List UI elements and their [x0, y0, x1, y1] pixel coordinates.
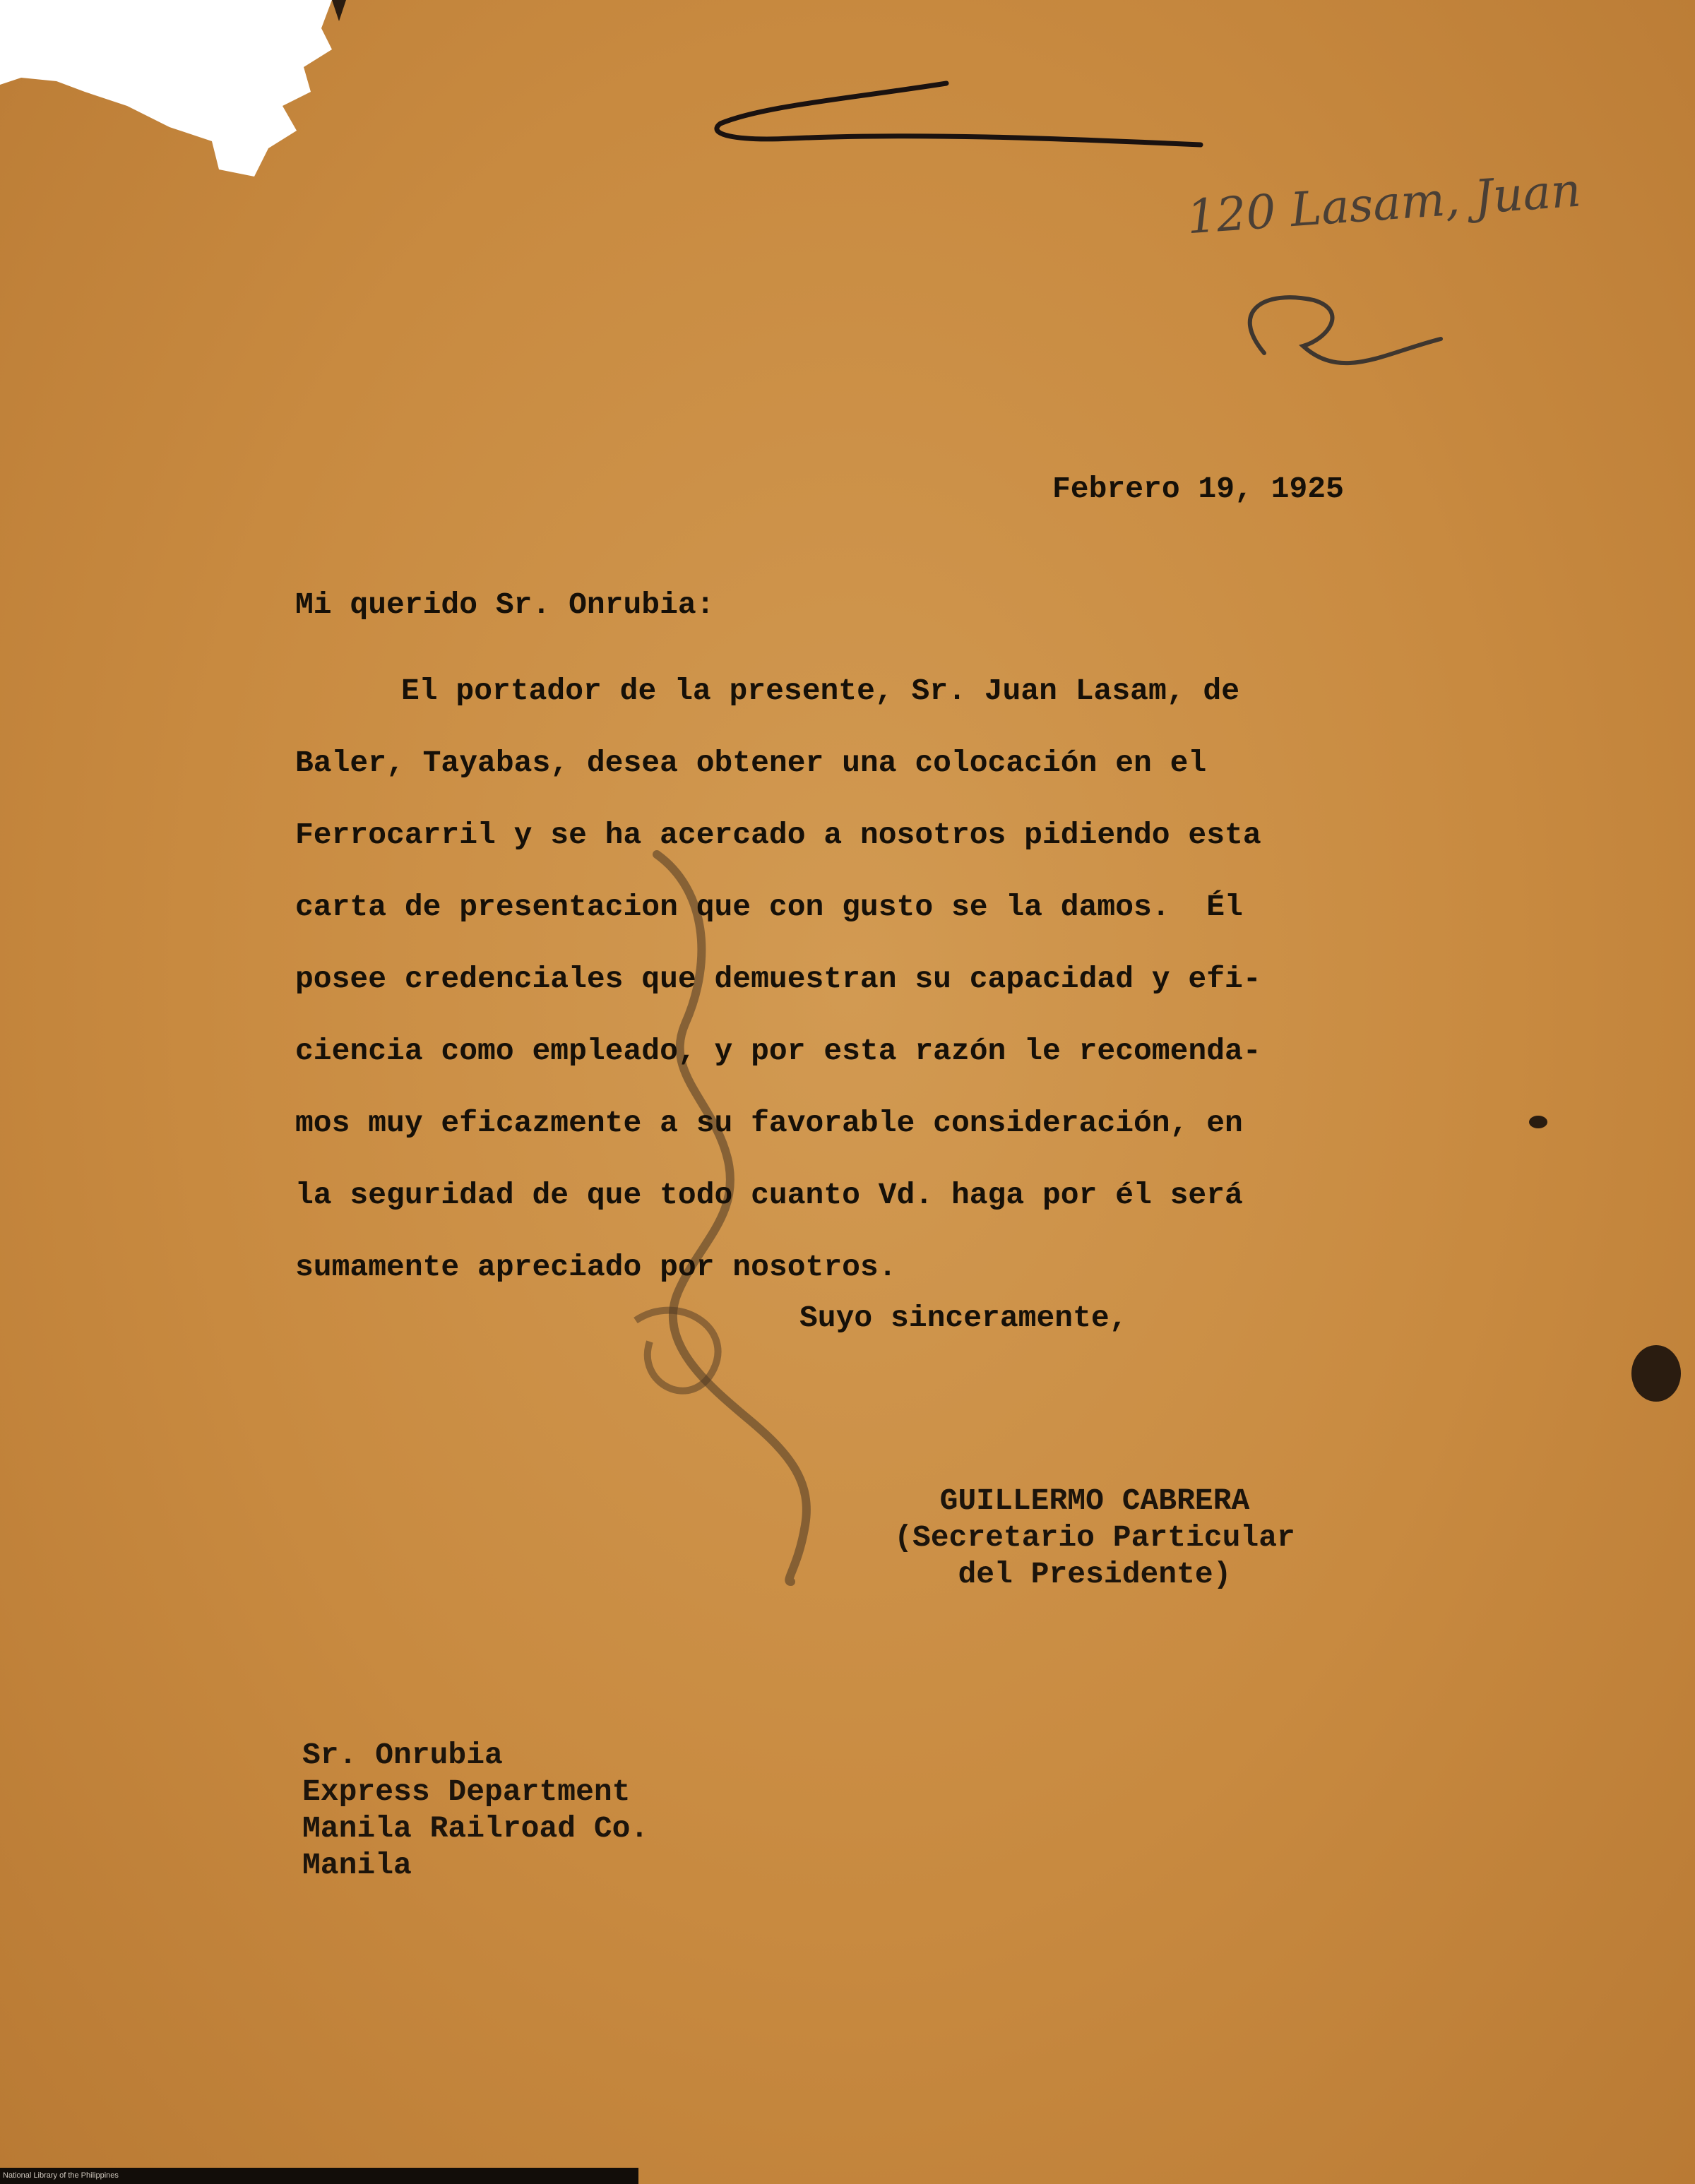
body-line: El portador de la presente, Sr. Juan Lasam, de — [401, 674, 1239, 708]
archive-footer: National Library of the Philippines — [0, 2168, 638, 2184]
body-line: posee credenciales que demuestran su capacidad y efi- — [295, 962, 1261, 996]
address-line: Manila Railroad Co. — [302, 1811, 649, 1846]
address-line: Sr. Onrubia — [302, 1738, 503, 1772]
body-line: mos muy eficazmente a su favorable consideración, en — [295, 1106, 1243, 1140]
body-line: Baler, Tayabas, desea obtener una colocación en el — [295, 746, 1207, 780]
ink-stain — [1529, 1116, 1547, 1128]
address-line: Express Department — [302, 1774, 631, 1809]
closing: Suyo sinceramente, — [799, 1301, 1128, 1335]
salutation: Mi querido Sr. Onrubia: — [295, 587, 715, 622]
body-line: Ferrocarril y se ha acercado a nosotros pidiendo esta — [295, 818, 1261, 852]
recipient-address — [302, 1737, 648, 1884]
pencil-annotation: 120 Lasam, Juan — [1184, 162, 1583, 245]
pencil-initial — [1250, 297, 1441, 363]
body-line: carta de presentacion que con gusto se la damos. Él — [295, 890, 1243, 924]
ink-stain — [1631, 1345, 1681, 1402]
letter-body — [295, 655, 1468, 1303]
signatory-title: del Presidente) — [958, 1557, 1232, 1592]
body-line: sumamente apreciado por nosotros. — [295, 1250, 897, 1284]
address-line: Manila — [302, 1848, 412, 1882]
body-line: ciencia como empleado, y por esta razón le recomenda- — [295, 1034, 1261, 1068]
signature-scrawl-loop — [636, 1311, 718, 1391]
torn-corner — [0, 0, 396, 191]
signatory-name: GUILLERMO CABRERA — [939, 1484, 1250, 1518]
body-line: la seguridad de que todo cuanto Vd. haga por él será — [295, 1178, 1243, 1212]
letter-date: Febrero 19, 1925 — [1052, 472, 1344, 506]
signature-block — [840, 1483, 1349, 1593]
signatory-title: (Secretario Particular — [894, 1520, 1295, 1555]
ink-flourish — [717, 83, 1201, 145]
